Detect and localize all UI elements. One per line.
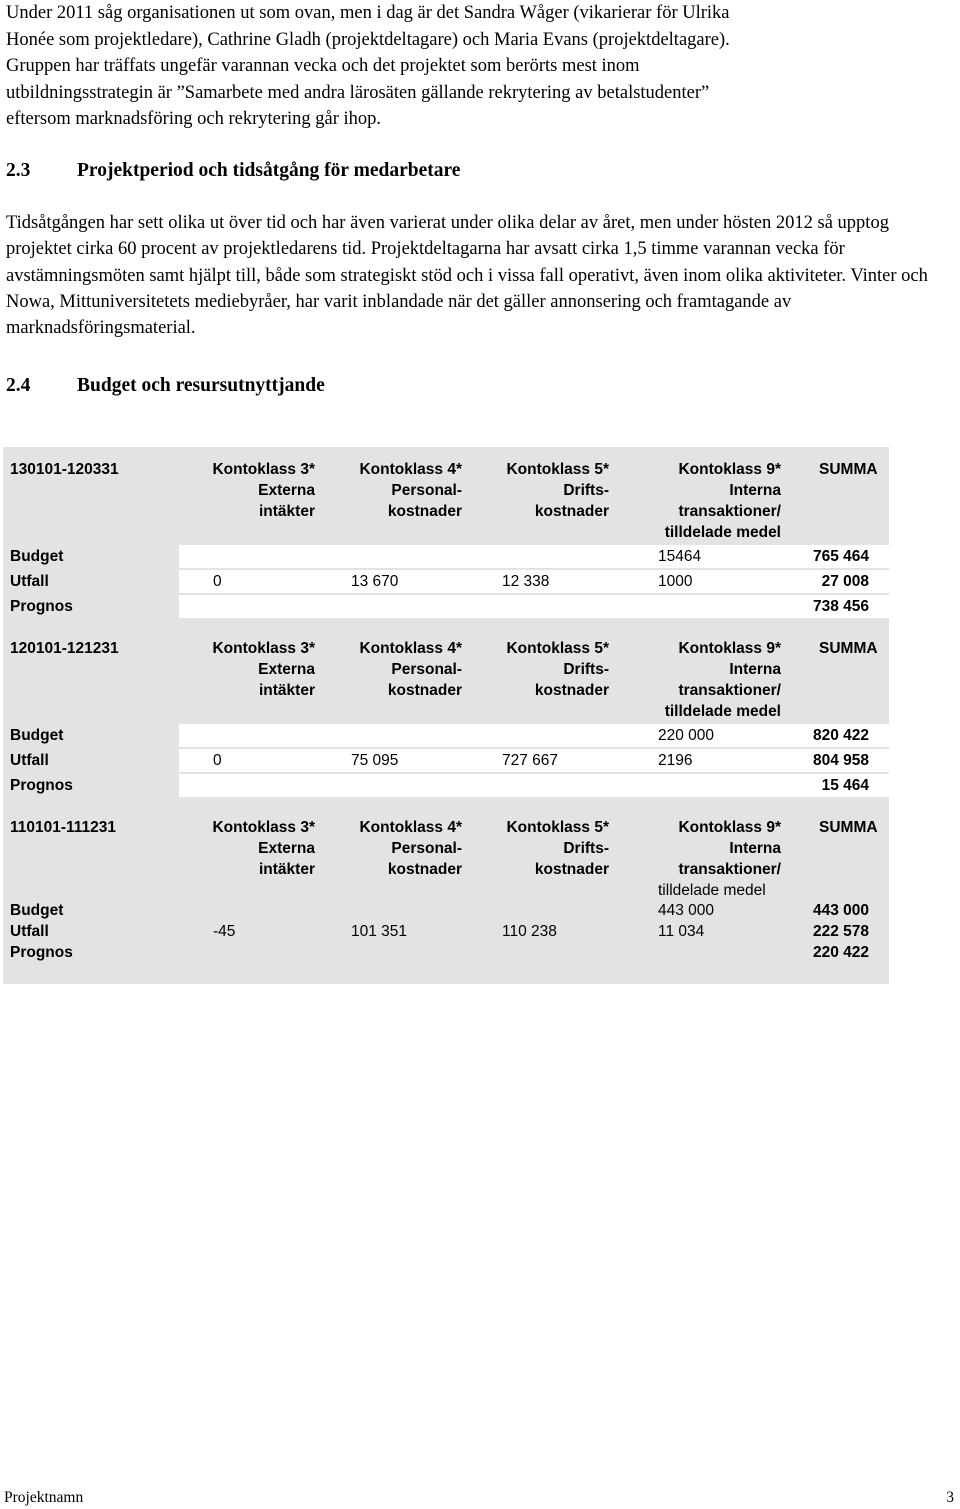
column-header-k3: Kontoklass 3* Externa intäkter (212, 640, 315, 699)
column-header-summa: SUMMA (819, 819, 878, 836)
intro-line: Honée som projektledare), Cathrine Gladh (projektdeltagare) och Maria Evans (projektdeltagare). (6, 29, 730, 50)
column-header-k4: Kontoklass 4* Personal- kostnader (359, 819, 462, 878)
cell-k9: 220 000 (658, 727, 715, 744)
cell-k5: 110 238 (502, 923, 557, 940)
cell-summa: 222 578 (812, 923, 869, 940)
cell-k3: -45 (213, 923, 236, 940)
column-header-k4: Kontoklass 4* Personal- kostnader (359, 640, 462, 699)
row-label-prognos: Prognos (10, 598, 73, 615)
row-label-utfall: Utfall (10, 573, 49, 590)
cell-k3: 0 (213, 752, 222, 769)
row-label-budget: Budget (10, 902, 64, 919)
cell-summa: 27 008 (821, 573, 869, 590)
intro-line: Gruppen har träffats ungefär varannan vecka och det projektet som berörts mest inom (6, 56, 640, 76)
cell-summa: 220 422 (812, 944, 869, 961)
cell-k4: 75 095 (351, 752, 399, 769)
intro-line: Under 2011 såg organisationen ut som ovan, men i dag är det Sandra Wåger (vikarierar för Ulrika (6, 3, 730, 23)
column-header-k9: Kontoklass 9* Interna transaktioner/ tilldelade medel (664, 461, 781, 541)
column-header-k5: Kontoklass 5* Drifts- kostnader (506, 819, 609, 878)
page-number: 3 (946, 1489, 954, 1506)
section-title: Projektperiod och tidsåtgång för medarbetare (77, 160, 461, 181)
table-row-bg (179, 595, 889, 618)
cell-k9: 15464 (658, 548, 702, 565)
cell-k9: 11 034 (658, 923, 705, 940)
row-label-utfall: Utfall (10, 752, 49, 769)
intro-text (6, 0, 951, 133)
column-header-k5: Kontoklass 5* Drifts- kostnader (506, 640, 609, 699)
cell-k5: 12 338 (502, 573, 550, 590)
section-heading-2-3 (6, 160, 460, 182)
table-row-bg (179, 774, 889, 797)
section-number: 2.4 (6, 375, 31, 396)
footer-project-name: Projektnamn (4, 1489, 84, 1506)
column-header-k9: Kontoklass 9* Interna transaktioner/ (678, 819, 781, 878)
column-header-k3: Kontoklass 3* Externa intäkter (212, 819, 315, 878)
table-row-bg (179, 545, 889, 568)
period-label: 110101-111231 (10, 819, 117, 836)
column-header-summa: SUMMA (819, 461, 878, 478)
column-header-summa: SUMMA (819, 640, 878, 657)
row-label-budget: Budget (10, 548, 64, 565)
cell-summa: 738 456 (812, 598, 869, 615)
cell-k9: 1000 (658, 573, 693, 590)
row-label-budget: Budget (10, 727, 64, 744)
cell-summa: 765 464 (812, 548, 869, 565)
section-title: Budget och resursutnyttjande (77, 375, 325, 396)
row-label-utfall: Utfall (10, 923, 49, 940)
period-label: 120101-121231 (10, 640, 119, 657)
intro-line: utbildningsstrategin är ”Samarbete med andra lärosäten gällande rekrytering av betalstudenter” (6, 82, 710, 103)
column-header-k4: Kontoklass 4* Personal- kostnader (359, 461, 462, 520)
column-header-k5: Kontoklass 5* Drifts- kostnader (506, 461, 609, 520)
cell-k5: 727 667 (502, 752, 559, 769)
section-number: 2.3 (6, 160, 31, 181)
table-row-bg (179, 724, 889, 747)
cell-k4: 13 670 (351, 573, 399, 590)
period-label: 130101-120331 (10, 461, 119, 478)
cell-k4: 101 351 (351, 923, 408, 940)
row-label-prognos: Prognos (10, 777, 73, 794)
cell-k3: 0 (213, 573, 222, 590)
section-heading-2-4 (6, 375, 325, 397)
budget-table (3, 447, 889, 984)
cell-k9: 2196 (658, 752, 693, 769)
section-2-3-body: Tidsåtgången har sett olika ut över tid och har även varierat under olika delar av året, men under hösten 2012 så upptog projektet cirka 60 procent av projektledarens tid. Projektdeltagarna har avsatt cirka 1,5 timme varannan vecka för avstämningsmöten samt hjälpt till, både som strategiskt stöd och i vissa fall operativt, även inom olika aktiviteter. Vinter och Nowa, Mittuniversitetets mediebyråer, har varit inblandade när det gäller annonsering och framtagande av marknadsföringsmaterial. (6, 213, 928, 339)
column-header-k9: Kontoklass 9* Interna transaktioner/ tilldelade medel (664, 640, 781, 720)
column-header-k3: Kontoklass 3* Externa intäkter (212, 461, 315, 520)
cell-summa: 15 464 (821, 777, 869, 794)
cell-k9: tilldelade medel (658, 882, 766, 899)
cell-summa: 820 422 (812, 727, 869, 744)
intro-line: eftersom marknadsföring och rekrytering går ihop. (6, 109, 382, 129)
row-label-prognos: Prognos (10, 944, 73, 961)
cell-summa: 804 958 (812, 752, 869, 769)
cell-summa: 443 000 (812, 902, 869, 919)
cell-k9: 443 000 (658, 902, 715, 919)
